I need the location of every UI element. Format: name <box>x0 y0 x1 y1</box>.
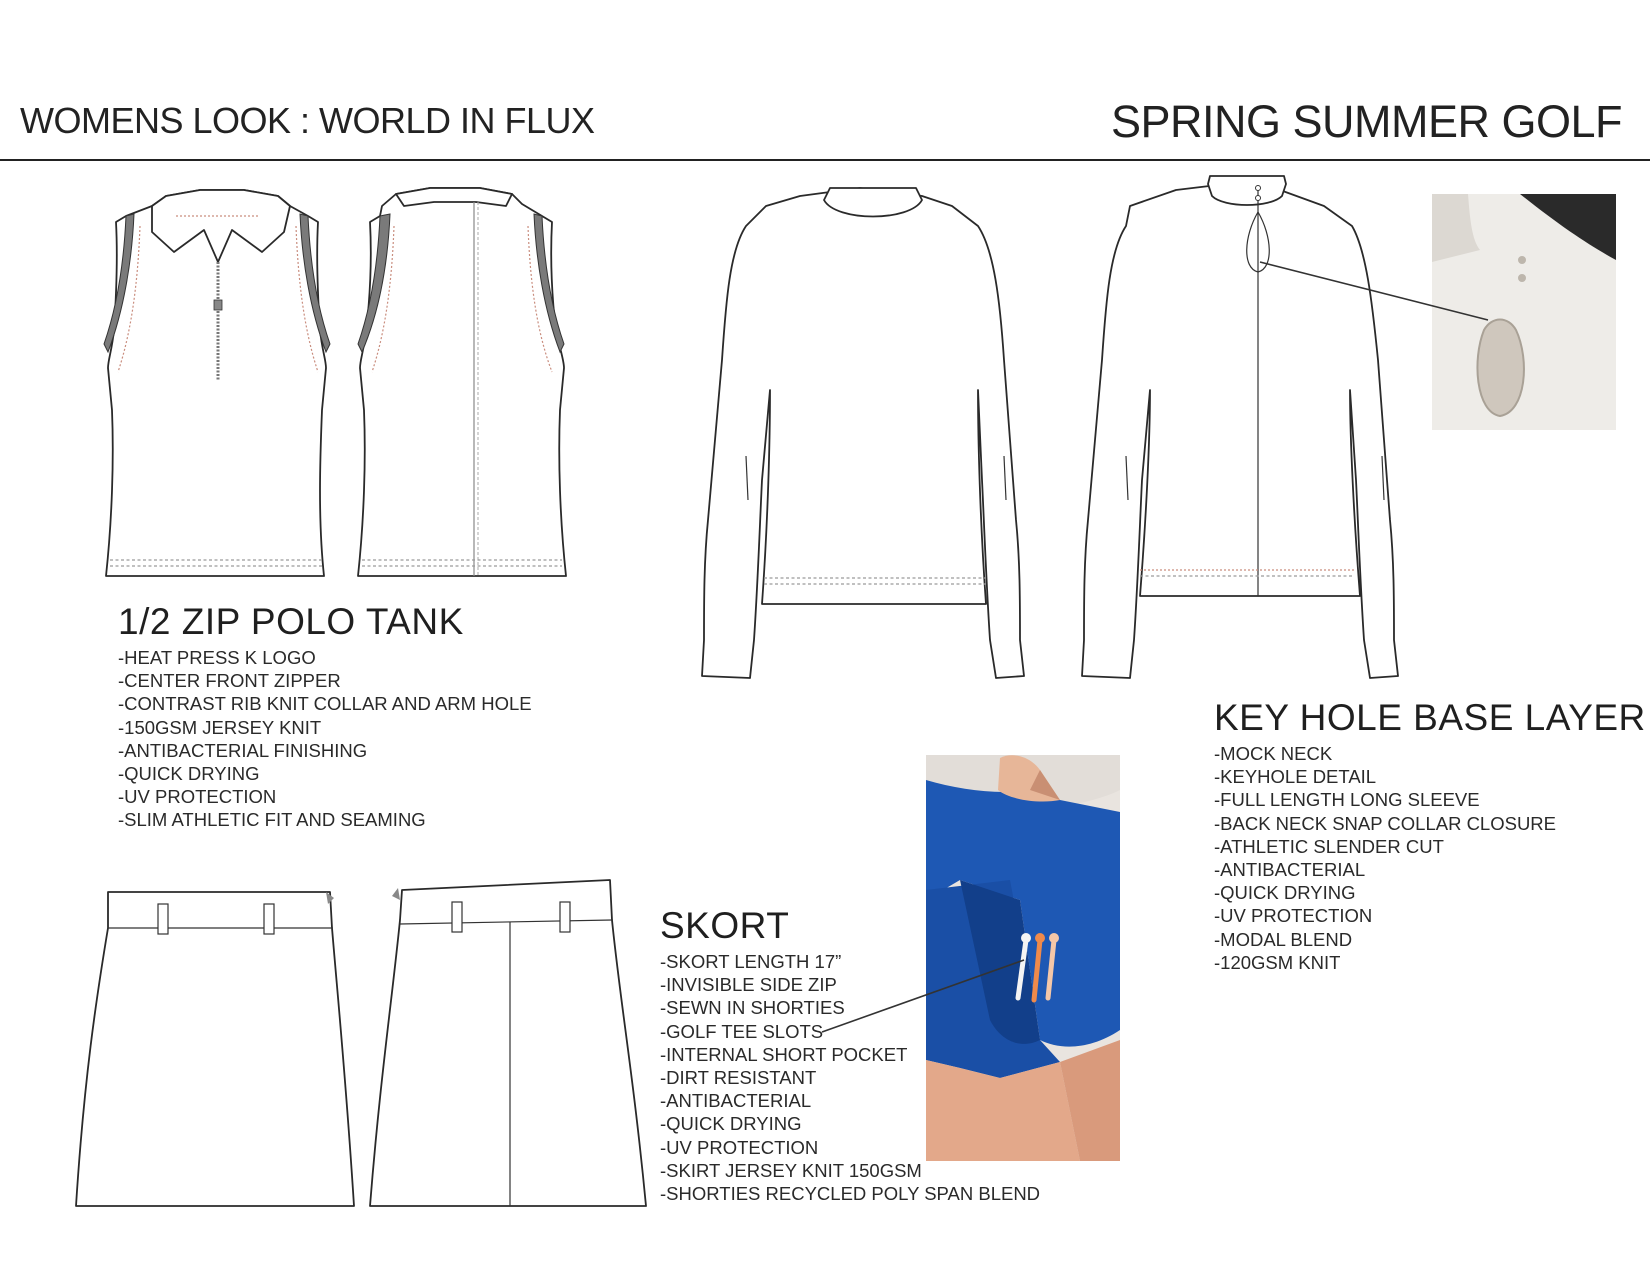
feature-item: -BACK NECK SNAP COLLAR CLOSURE <box>1214 812 1557 834</box>
skort-front-sketch <box>76 892 354 1206</box>
feature-item: -ANTIBACTERIAL <box>1214 859 1366 881</box>
feature-item: -ANTIBACTERIAL FINISHING <box>118 739 368 761</box>
skort-back-sketch <box>370 880 646 1206</box>
skort-feature-list <box>660 950 1040 1205</box>
feature-item: -120GSM KNIT <box>1214 951 1341 973</box>
feature-item: -SLIM ATHLETIC FIT AND SEAMING <box>118 809 426 831</box>
feature-item: -INTERNAL SHORT POCKET <box>660 1043 908 1065</box>
feature-item: -UV PROTECTION <box>1214 905 1373 927</box>
feature-item: -GOLF TEE SLOTS <box>660 1020 824 1042</box>
polo-tank-back-sketch <box>358 188 566 576</box>
feature-item: -QUICK DRYING <box>660 1113 802 1135</box>
polo-tank-feature-list <box>118 646 532 832</box>
feature-item: -QUICK DRYING <box>118 763 260 785</box>
skort-title: SKORT <box>660 905 790 946</box>
polo-tank-front-sketch <box>104 190 330 576</box>
feature-item: -QUICK DRYING <box>1214 882 1356 904</box>
base-layer-title: KEY HOLE BASE LAYER <box>1214 697 1646 738</box>
feature-item: -ANTIBACTERIAL <box>660 1090 812 1112</box>
feature-item: -KEYHOLE DETAIL <box>1214 766 1377 788</box>
feature-item: -MOCK NECK <box>1214 743 1333 764</box>
polo-tank-title: 1/2 ZIP POLO TANK <box>118 601 464 642</box>
feature-item: -SKIRT JERSEY KNIT 150GSM <box>660 1159 922 1181</box>
feature-item: -SKORT LENGTH 17” <box>660 951 842 972</box>
feature-item: -CENTER FRONT ZIPPER <box>118 670 341 692</box>
feature-item: -MODAL BLEND <box>1214 928 1353 950</box>
skort-section <box>660 906 1040 1205</box>
base-layer-front-sketch <box>702 188 1024 678</box>
feature-item: -FULL LENGTH LONG SLEEVE <box>1214 789 1480 811</box>
feature-item: -SHORTIES RECYCLED POLY SPAN BLEND <box>660 1183 1041 1205</box>
feature-item: -INVISIBLE SIDE ZIP <box>660 974 837 996</box>
feature-item: -DIRT RESISTANT <box>660 1067 817 1089</box>
polo-tank-section <box>118 602 532 832</box>
page-title-right: SPRING SUMMER GOLF <box>1110 96 1622 147</box>
feature-item: -UV PROTECTION <box>660 1136 819 1158</box>
page-title-left: WOMENS LOOK : WORLD IN FLUX <box>20 100 595 141</box>
feature-item: -UV PROTECTION <box>118 786 277 808</box>
base-layer-feature-list <box>1214 742 1646 974</box>
header-divider <box>0 159 1650 161</box>
base-layer-section <box>1214 698 1646 974</box>
feature-item: -ATHLETIC SLENDER CUT <box>1214 835 1444 857</box>
base-layer-back-sketch <box>1082 176 1398 678</box>
feature-item: -150GSM JERSEY KNIT <box>118 716 322 738</box>
feature-item: -HEAT PRESS K LOGO <box>118 647 316 668</box>
feature-item: -CONTRAST RIB KNIT COLLAR AND ARM HOLE <box>118 693 532 715</box>
feature-item: -SEWN IN SHORTIES <box>660 997 845 1019</box>
